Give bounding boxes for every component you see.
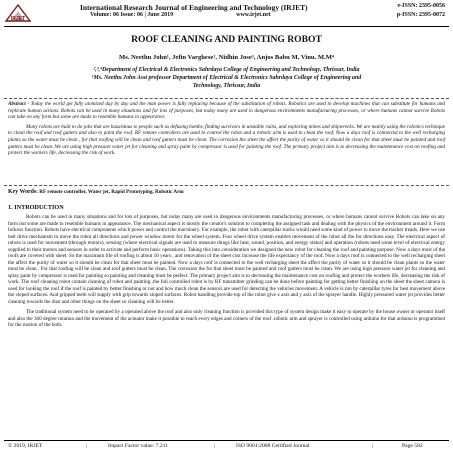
body-paragraph: The traditional system need to be operated by a operated above the roof and also only cleaning function is provided this type of system design make it easy to operate by the house owner or operator itself and also the 360 degree rotation and the movement of the actuator make it possible to reach every edges and corners of the roof .robotic arm and sprayer is controlled using arduino for that arduino is programmed for the motion of the both. [8, 309, 445, 328]
abstract [8, 101, 445, 160]
footer-page-number: Page 582 [402, 443, 423, 449]
footer-copyright: © 2019, IRJET [8, 443, 43, 449]
header-rule [4, 26, 449, 27]
irjet-logo [4, 3, 32, 23]
body-text [8, 214, 445, 333]
abstract-label: Abstract [8, 101, 26, 107]
paper-title: ROOF CLEANING AND PAINTING ROBOT [131, 34, 322, 45]
keywords-text: : RF remote controller, Water jet, Rapid Prototyping, Robotic Arm [36, 189, 184, 195]
volume-line [90, 12, 271, 18]
logo-text: IRJET [10, 16, 26, 22]
affiliation-line: Technology, Thrissur, India [192, 82, 261, 89]
author-list: Ms. Neethu John¹, Jefin Varghese², Nidhin Jose³, Anjos Babu M, Vinu. M.M⁴ [119, 54, 334, 61]
affiliation-line: ¹Ms. Neethu John Asst professor Department of Electrical & Electronics Sahrdaya College of Engineering and [91, 74, 362, 81]
section-heading: 1. INTRODUCTION [8, 204, 64, 211]
footer-separator: | [86, 443, 88, 449]
body-paragraph: Robots can be used in many situations and for lots of purposes, but today many are used in dangerous environments manufacturing processes, or where humans cannot survive Robots can take on any form but some are made to resemble humans in appearance. The mechanical aspect is mostly the creator's solution to completing the assigned task and dealing with the physics of the environment around it. Form follows function. Robots have electrical components which power and control the machinery. For example, the robot with caterpillar tracks would need some kind of power to move the tracker treads. Here we use belt drive mechanism to move the robot all directions and power window motor for the wheel system. Four wheel drive system enables movement of the robot all the for directions easy. The electrical aspect of robots is used for movement (through motors), sensing (where electrical signals are used to measure things like heat, sound, position, and energy status) and operation (robots need some level of electrical energy supplied to their motors and sensors in order to activate and perform basic operations). Taking this into consideration we designed the new robot for cleaning the roof and painting purpose. Now a days most of the roofs are covered with sheet. So the maximum life of roofing is about 10 years , and renovation of the sheet cost increase the life expectancy of the roof. Now a days roof is connected to the well recharging sheet the affect the purity of water so it should be clean for that sheet must be painted. Now a days roof is connected to the well recharging sheet the affect the purity of water so it should be clean plants so the water must be clean . For that roofing will be clean and roof gutters must be clean. The corrosion the for that sheet must be painted and roof gutters must be clean. We are using high pressure water jet for cleaning and spray paint by compressor is used for painting so painting and cleaning must be perfect. The primary project aim is to decreasing the maintenance cost on roofing and protect the workers life, decreasing the risk of work. The roof cleaning robot contain cleaning of robot and painting .the full controlled robot is by RF transmitter grinding can be done before painting for getting better finishing on the sheet the sheet camera is used for looking the roof if the roof is painted by better finishing or not and how much clean the sensors are used for detecting the vehicles movement. A vehicle is run by caterpillar tyres for best movement above the sloped surfaces. And gripped teeth will supply with grip towards sloped surfaces. Robot handling provide top of the robot give x axis and y axis of the sprayer handle. Highly pressured water jet provides better cleaning towards the dust and other things on the sheet so cleaning will be better. [8, 214, 445, 305]
volume-info: Volume: 06 Issue: 06 | June 2019 [90, 12, 174, 18]
affiliation-line: ²,³,⁴Department of Electrical & Electronics Sahrdaya College of Engineering and Technology, Thrissur, India [93, 67, 360, 73]
journal-header [4, 3, 449, 25]
keywords-label: Key Words [8, 189, 37, 195]
footer-iso: ISO 9001:2008 Certified Journal [236, 443, 310, 449]
p-issn: p-ISSN: 2395-0072 [396, 12, 445, 18]
abstract-text: - Today the world get fully atomized day by day and the man power is fully replacing because of the substitution of robots. Robotics are used to develop machines that can substitute for humans and replicate human actions. Robots can be used in many situations and for lots of purposes, but today many are used in dangerous environments manufacturing processes, or where humans cannot survive Robots can take on any form but some are made to resemble humans in appearance. [8, 101, 445, 121]
abstract-paragraph [8, 101, 445, 121]
footer-separator: | [372, 443, 374, 449]
abstract-paragraph: Many robots are built to do jobs that are hazardous to people such as defusing bombs, finding survivors in unstable ruins, and exploring mines and shipwrecks. We are mainly using the robotics technique to clean the roof and roof gutters and also to paint the roof. RF remote controllers are used to control the robot and a robotic arm is used to clean the roof. Now a days roof is connected to the well recharging plants so the water must be clean , for that roofing will be clean and roof gutters must be clean. The corrosion the sheet the affect the purity of water so it should be clean for that sheet must be painted and roof gutters must be clean. We are using high pressure water jet for cleaning and spray paint by compressor is used for painting the roof. The primary project aim is to decreasing the maintenance cost on roofing and protect the workers life, decreasing the risk of work. [8, 123, 445, 157]
website-link[interactable]: www.irjet.net [236, 12, 271, 18]
keywords [8, 189, 184, 195]
affiliations [30, 67, 423, 90]
abstract-rule-top [4, 98, 449, 99]
abstract-rule-bottom [4, 185, 449, 186]
e-issn: e-ISSN: 2395-0056 [397, 3, 445, 9]
footer-impact-factor: Impact Factor value: 7.211 [108, 443, 169, 449]
footer-separator: | [214, 443, 216, 449]
journal-title: International Research Journal of Engineering and Technology (IRJET) [80, 3, 308, 12]
footer-rule [4, 440, 449, 441]
